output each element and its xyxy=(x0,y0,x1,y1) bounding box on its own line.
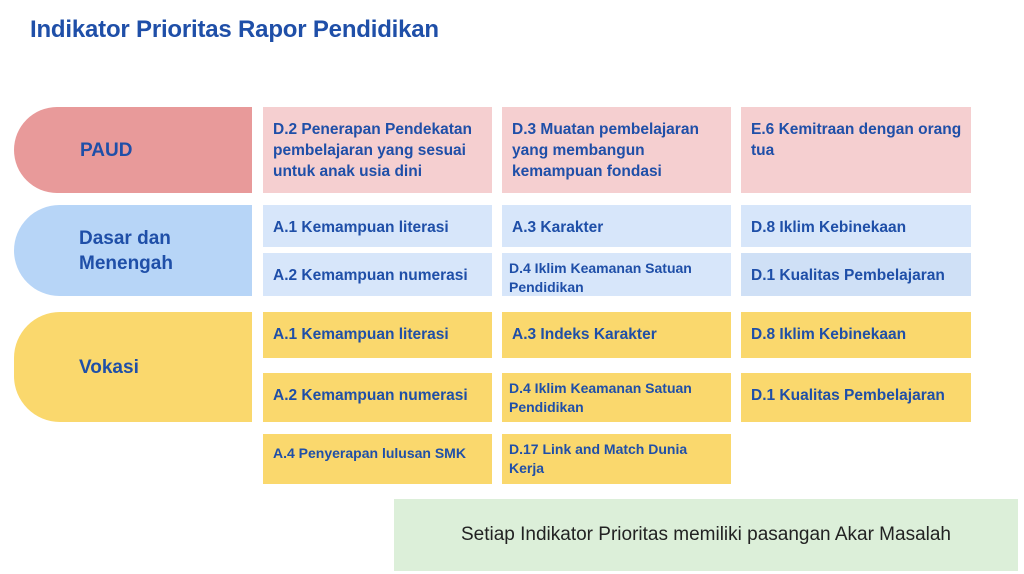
row-label-text: Dasar dan Menengah xyxy=(79,227,173,274)
row-label-text: Vokasi xyxy=(79,356,139,378)
indicator-cell: D.8 Iklim Kebinekaan xyxy=(741,205,971,247)
note-box xyxy=(394,499,1018,571)
row-label-dasar-menengah xyxy=(14,205,252,296)
indicator-cell: D.3 Muatan pembelajaran yang membangun kemampuan fondasi xyxy=(502,107,731,193)
indicator-cell: D.1 Kualitas Pembelajaran xyxy=(741,373,971,422)
indicator-cell: A.3 Indeks Karakter xyxy=(502,312,731,358)
note-text: Setiap Indikator Prioritas memiliki pasangan Akar Masalah xyxy=(460,524,951,545)
indicator-cell: D.2 Penerapan Pendekatan pembelajaran yang sesuai untuk anak usia dini xyxy=(263,107,492,193)
row-label-vokasi xyxy=(14,312,252,422)
row-label-text: PAUD xyxy=(80,139,133,161)
indicator-cell: E.6 Kemitraan dengan orang tua xyxy=(741,107,971,193)
page-title: Indikator Prioritas Rapor Pendidikan xyxy=(30,16,439,43)
indicator-cell: A.2 Kemampuan numerasi xyxy=(263,373,492,422)
indicator-cell: D.17 Link and Match Dunia Kerja xyxy=(502,434,731,484)
indicator-cell: A.1 Kemampuan literasi xyxy=(263,312,492,358)
indicator-cell: A.2 Kemampuan numerasi xyxy=(263,253,492,296)
indicator-cell: D.4 Iklim Keamanan Satuan Pendidikan xyxy=(502,373,731,422)
indicator-cell: A.4 Penyerapan lulusan SMK xyxy=(263,434,492,484)
indicator-cell: A.1 Kemampuan literasi xyxy=(263,205,492,247)
row-label-paud xyxy=(14,107,252,193)
indicator-cell: D.4 Iklim Keamanan Satuan Pendidikan xyxy=(502,253,731,296)
indicator-cell: A.3 Karakter xyxy=(502,205,731,247)
indicator-cell: D.8 Iklim Kebinekaan xyxy=(741,312,971,358)
indicator-cell: D.1 Kualitas Pembelajaran xyxy=(741,253,971,296)
